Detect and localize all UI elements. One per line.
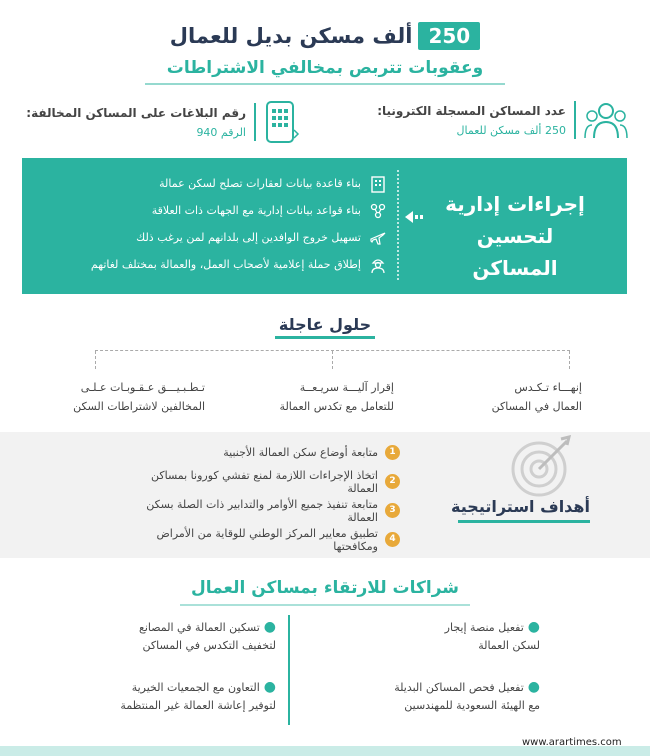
goals-title-underline: [458, 520, 590, 523]
connector-middle: [332, 351, 333, 369]
goals-title: أهداف استراتيجية: [451, 497, 590, 516]
goal-text: تطبيق معايير المركز الوطني للوقاية من الأمراض ومكافحتها: [156, 526, 378, 553]
header: [0, 22, 650, 85]
bullet-dot-icon: ●: [263, 679, 276, 695]
people-network-icon: [369, 202, 387, 220]
subtitle: وعقوبات تتربص بمخالفي الاشتراطات: [166, 58, 484, 78]
list-item: [120, 496, 400, 525]
partnership-line2: لتوفير إعاشة العمالة غير المنتظمة: [120, 699, 276, 712]
admin-procedures-panel: [22, 158, 627, 294]
partnership-line2: لتخفيف التكدس في المساكن: [142, 639, 276, 652]
admin-title-line1: إجراءات إدارية: [445, 192, 585, 216]
partnership-line1: تسكين العمالة في المصانع: [138, 621, 260, 634]
quick-item-line1: تـطـبـيـــق عـقـوبـات عـلـى: [80, 381, 205, 394]
subtitle-underline: [145, 83, 505, 85]
main-title: [170, 22, 480, 50]
list-item: [32, 224, 387, 251]
building-icon: [369, 175, 387, 193]
quick-item-end-crowding: [422, 378, 582, 416]
quick-item-line1: إقرار آليـــة سريـعــة: [299, 381, 394, 394]
admin-title: [435, 188, 595, 284]
stat-divider: [574, 101, 576, 139]
quick-item-penalties: [45, 378, 205, 416]
stat-value: 250 ألف مسكن للعمال: [456, 123, 566, 137]
worker-icon: [369, 256, 387, 274]
goal-text: متابعة تنفيذ جميع الأوامر والتدابير ذات الصلة بسكن العمالة: [146, 497, 378, 524]
quick-item-line2: للتعامل مع تكدس العمالة: [279, 400, 394, 413]
workers-group-icon: [584, 100, 628, 140]
connector-right: [569, 351, 570, 369]
partnership-line1: تفعيل فحص المساكن البديلة: [394, 681, 524, 694]
quick-item-line2: المخالفين لاشتراطات السكن: [73, 400, 205, 413]
stat-registered-homes: [377, 100, 628, 140]
goal-text: اتخاذ الإجراءات اللازمة لمنع تفشي كورونا بمساكن العمالة: [150, 468, 378, 495]
list-item: [32, 170, 387, 197]
title-number: 250: [418, 22, 480, 50]
goals-list: [120, 438, 400, 554]
goal-number-badge: 2: [385, 474, 400, 489]
watermark: www.arartimes.com: [522, 737, 622, 748]
partnerships-divider: [288, 615, 290, 725]
connector-left: [95, 351, 96, 369]
stat-label: عدد المساكن المسجلة الكترونيا:: [377, 103, 566, 118]
bullet-dot-icon: ●: [527, 679, 540, 695]
list-item: [32, 251, 387, 278]
partnership-item: [56, 618, 276, 655]
stat-label: رقم البلاغات على المساكن المخالفة:: [26, 105, 246, 120]
goal-number-badge: 4: [385, 532, 400, 547]
admin-item-text: بناء قاعدة بيانات لعقارات تصلح لسكن عمالة: [159, 177, 361, 190]
admin-item-text: تسهيل خروج الوافدين إلى بلدانهم لمن يرغب ذلك: [136, 231, 361, 244]
goal-number-badge: 1: [385, 445, 400, 460]
stat-divider: [254, 103, 256, 141]
title-text: ألف مسكن بديل للعمال: [169, 24, 413, 48]
admin-item-text: بناء قواعد بيانات إدارية مع الجهات ذات العلاقة: [151, 204, 361, 217]
partnerships-title: شراكات للارتقاء بمساكن العمال: [191, 578, 459, 598]
quick-item-line2: العمال في المساكن: [491, 400, 582, 413]
admin-list: [32, 170, 387, 278]
partnership-line1: التعاون مع الجمعيات الخيرية: [131, 681, 260, 694]
arrow-left-icon: [405, 210, 427, 224]
list-item: [120, 525, 400, 554]
list-item: [32, 197, 387, 224]
quick-title-text: حلول عاجلة: [275, 315, 375, 339]
admin-title-line2: لتحسين المساكن: [472, 224, 558, 280]
quick-connector-lines: [95, 350, 570, 370]
partnership-item: [56, 678, 276, 715]
quick-item-fast-mechanism: [234, 378, 394, 416]
quick-solutions-title: [0, 315, 650, 334]
goal-text: متابعة أوضاع سكن العمالة الأجنبية: [223, 446, 378, 459]
admin-divider: [397, 170, 399, 280]
partnership-line2: لسكن العمالة: [478, 639, 540, 652]
stat-report-number: [26, 100, 300, 144]
bullet-dot-icon: ●: [263, 619, 276, 635]
stat-value: الرقم 940: [196, 125, 246, 139]
target-arrow-icon: [505, 435, 575, 497]
list-item: [120, 438, 400, 467]
airplane-icon: [369, 229, 387, 247]
partnership-item: [320, 678, 540, 715]
partnerships-underline: [180, 604, 470, 606]
bullet-dot-icon: ●: [527, 619, 540, 635]
partnership-line2: مع الهيئة السعودية للمهندسين: [404, 699, 540, 712]
list-item: [120, 467, 400, 496]
phone-keypad-icon: [264, 100, 300, 144]
partnership-item: [350, 618, 540, 655]
goal-number-badge: 3: [385, 503, 400, 518]
admin-item-text: إطلاق حملة إعلامية لأصحاب العمل، والعمالة بمختلف لغاتهم: [90, 258, 361, 271]
partnership-line1: تفعيل منصة إيجار: [444, 621, 524, 634]
quick-item-line1: إنهـــاء تـكـدس: [514, 381, 582, 394]
